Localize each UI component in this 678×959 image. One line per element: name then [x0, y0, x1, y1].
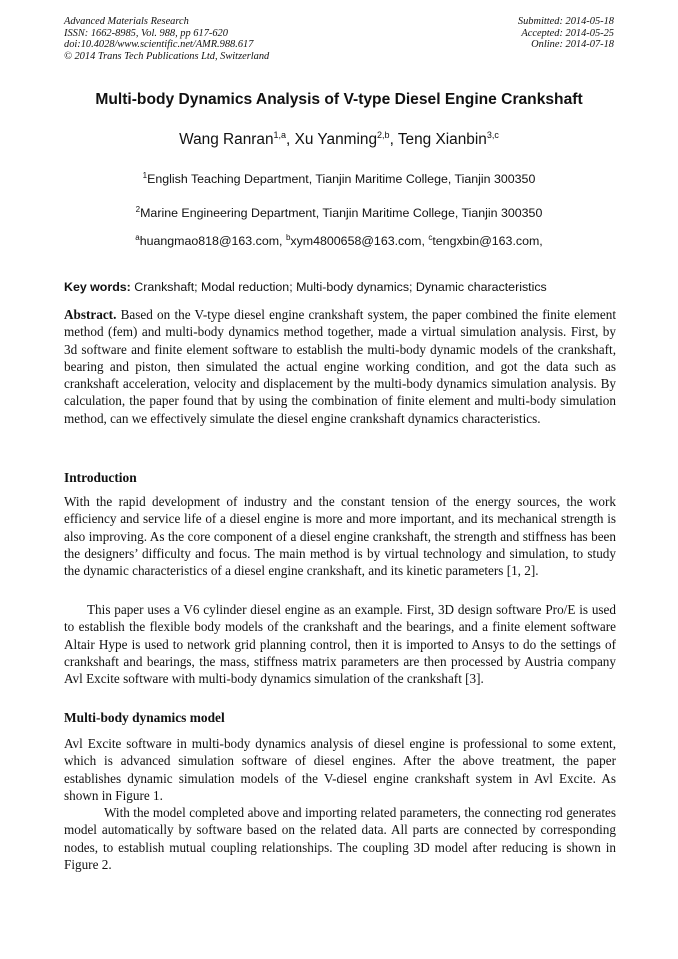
multibody-paragraph-1: Avl Excite software in multi-body dynamics analysis of diesel engine is professional to some extent, which is advanced simulation software of diesel engines. After the above treatment, the paper establishes dynamic simulation models of the V-diesel engine crankshaft system in Avl Excite. As shown in Figure 1.	[64, 736, 616, 803]
journal-info	[64, 16, 269, 62]
affiliation-marker: 1	[142, 171, 148, 180]
paper-title: Multi-body Dynamics Analysis of V-type Diesel Engine Crankshaft	[95, 91, 583, 108]
author-name: Wang Ranran	[179, 131, 274, 148]
keywords	[64, 280, 616, 294]
email-marker: b	[285, 233, 291, 242]
accepted-date: Accepted: 2014-05-25	[521, 27, 614, 39]
author-marker: 3,c	[486, 130, 499, 140]
author-separator: ,	[286, 131, 295, 148]
email-address: tengxbin@163.com,	[432, 234, 543, 248]
email-marker: c	[428, 233, 433, 242]
keywords-text: Crankshaft; Modal reduction; Multi-body dynamics; Dynamic characteristics	[130, 280, 547, 294]
author-marker: 1,a	[273, 130, 287, 140]
journal-issn: ISSN: 1662-8985, Vol. 988, pp 617-620	[64, 27, 228, 39]
introduction-paragraph-1: With the rapid development of industry and the constant tension of the energy sources, the work efficiency and service life of a diesel engine is more and more important, and its mechanical strength is also improving. As the core component of a diesel engine crankshaft, the strength and stiffness has been the designers’ difficulty and focus. The main method is by virtual technology and simulation, to study the dynamic characteristics of a diesel engine crankshaft, and its kinetic parameters [1, 2].	[64, 494, 616, 579]
email-marker: a	[135, 233, 140, 242]
email-address: xym4800658@163.com,	[290, 234, 429, 248]
online-date: Online: 2014-07-18	[531, 39, 614, 51]
keywords-label: Key words:	[64, 280, 131, 294]
affiliation-1	[0, 172, 678, 186]
author-list	[0, 131, 678, 149]
submission-dates	[518, 16, 614, 51]
abstract-text: Based on the V-type diesel engine crankshaft system, the paper combined the finite element method (fem) and multi-body dynamics method together, made a virtual simulation analysis. First, by 3d software and finite element software to establish the multi-body dynamic models of the crankshaft, bearing and piston, then simulated the actual engine working condition, and got the data such as crankshaft acceleration, velocity and displacement by the multi-body dynamics simulation analysis. By calculation, the paper found that by using the combination of finite element and multi-body simulation method, can we effectively simulate the diesel engine crankshaft dynamics characteristics.	[64, 307, 616, 426]
author-marker: 2,b	[377, 130, 390, 140]
multibody-paragraph-2: With the model completed above and importing related parameters, the connecting rod generates model automatically by software based on the related data. All parts are connected by corresponding nodes, to establish mutual coupling relationships. The coupling 3D model after reducing is shown in Figure 2.	[64, 805, 616, 872]
affiliation-text: English Teaching Department, Tianjin Maritime College, Tianjin 300350	[147, 172, 536, 186]
introduction-paragraph-2: This paper uses a V6 cylinder diesel engine as an example. First, 3D design software Pro/E is used to establish the flexible body models of the crankshaft and the bearings, and a finite element software Altair Hype is used to network grid planning control, then it is imported to Ansys to do the settings of crankshaft and bearings, the mass, stiffness matrix parameters are then processed by Austria company Avl Excite software with multi-body dynamics simulation of the crankshaft [3].	[64, 602, 616, 687]
abstract-label: Abstract.	[64, 307, 117, 322]
journal-copyright: © 2014 Trans Tech Publications Ltd, Switzerland	[64, 50, 270, 62]
journal-name: Advanced Materials Research	[64, 16, 189, 27]
affiliation-text: Marine Engineering Department, Tianjin Maritime College, Tianjin 300350	[140, 206, 543, 220]
author-name: Teng Xianbin	[397, 131, 487, 148]
section-heading-multibody-model: Multi-body dynamics model	[64, 710, 225, 725]
section-heading-introduction: Introduction	[64, 470, 137, 485]
author-emails	[0, 234, 678, 248]
affiliation-2	[0, 206, 678, 220]
journal-doi: doi:10.4028/www.scientific.net/AMR.988.617	[64, 39, 254, 51]
abstract	[64, 306, 616, 427]
submitted-date: Submitted: 2014-05-18	[517, 16, 614, 27]
affiliation-marker: 2	[135, 205, 141, 214]
email-address: huangmao818@163.com,	[139, 234, 286, 248]
author-name: Xu Yanming	[294, 131, 378, 148]
author-separator: ,	[389, 131, 398, 148]
